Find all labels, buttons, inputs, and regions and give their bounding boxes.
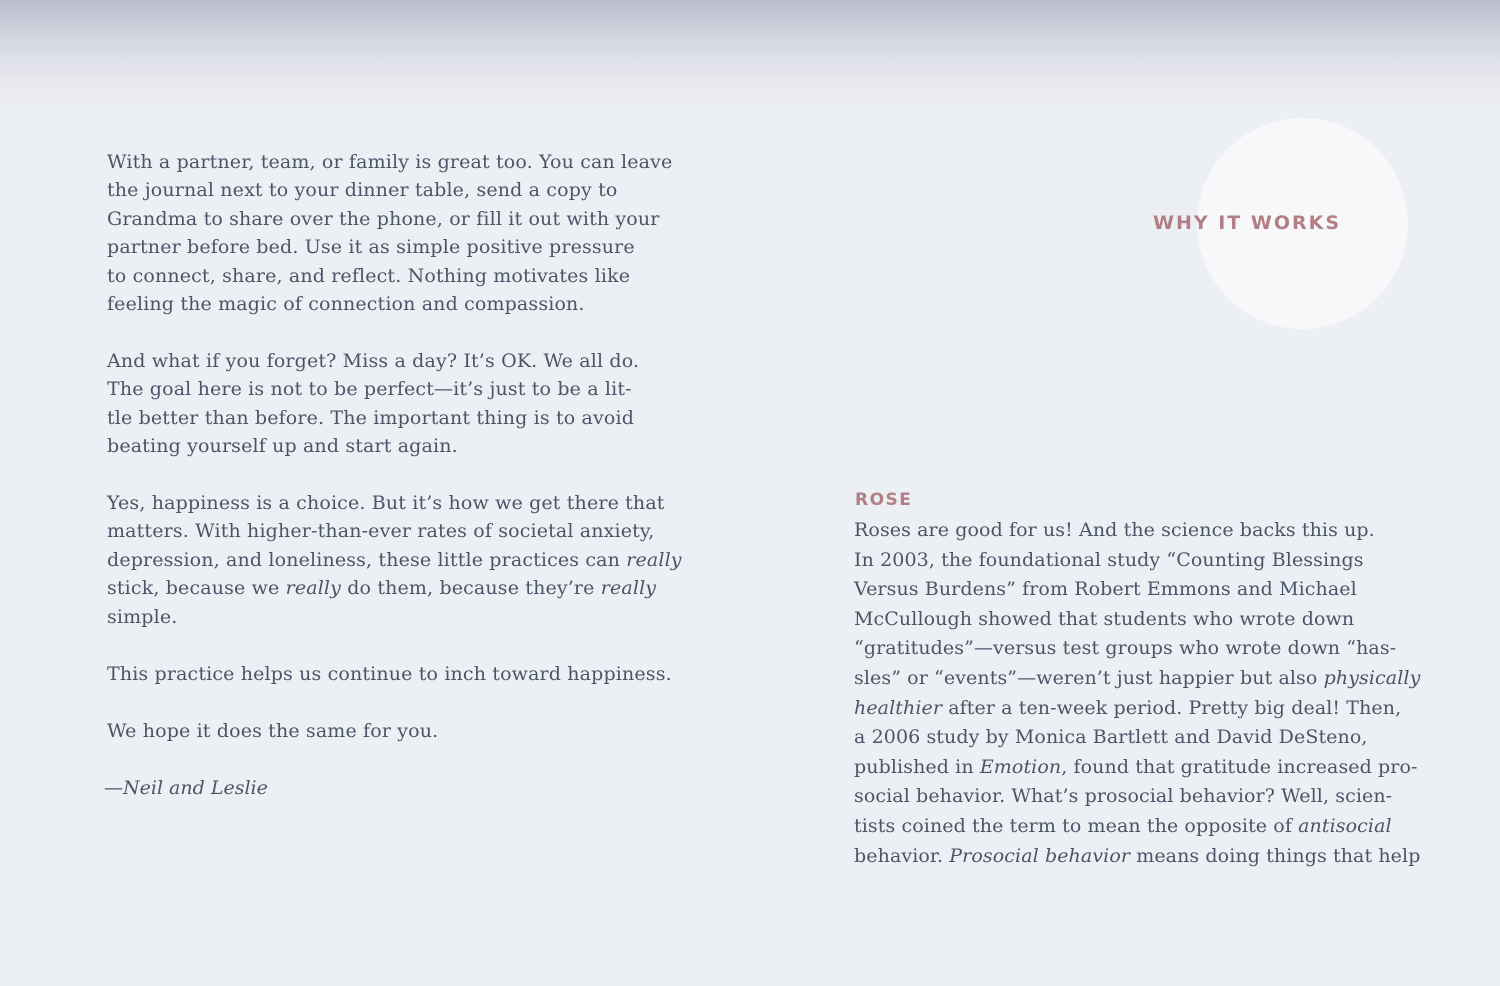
text-line: published in Emotion, found that gratitude increased pro- — [854, 755, 1418, 778]
paragraph-hope — [107, 717, 667, 745]
text-line: behavior. Prosocial behavior means doing things that help — [854, 844, 1421, 867]
text-line: Versus Burdens” from Robert Emmons and Michael — [854, 578, 1357, 601]
text-line: This practice helps us continue to inch toward happiness. — [107, 663, 672, 685]
text-line: a 2006 study by Monica Bartlett and David DeSteno, — [854, 726, 1368, 749]
text-line: In 2003, the foundational study “Counting Blessings — [854, 548, 1364, 571]
text-line: Roses are good for us! And the science backs this up. — [854, 519, 1375, 541]
text-line: depression, and loneliness, these little practices can really — [107, 548, 682, 571]
text-line: the journal next to your dinner table, send a copy to — [107, 179, 618, 202]
right-page — [750, 0, 1500, 986]
text-line: social behavior. What’s prosocial behavior? Well, scien- — [854, 785, 1393, 808]
text-line: feeling the magic of connection and compassion. — [107, 293, 585, 316]
text-line: stick, because we really do them, because they’re really — [107, 577, 657, 600]
text-line: Grandma to share over the phone, or fill it out with your — [107, 207, 660, 230]
paragraph-rose — [854, 516, 1421, 871]
text-line: The goal here is not to be perfect—it’s just to be a lit- — [107, 378, 632, 401]
text-line: to connect, share, and reflect. Nothing motivates like — [107, 264, 631, 287]
text-line: Yes, happiness is a choice. But it’s how we get there that — [107, 492, 665, 514]
text-line: beating yourself up and start again. — [107, 435, 458, 458]
signature: —Neil and Leslie — [104, 777, 268, 799]
text-line: “gratitudes”—versus test groups who wrote down “has- — [854, 637, 1397, 660]
text-line: With a partner, team, or family is great too. You can leave — [107, 151, 673, 173]
text-line: matters. With higher-than-ever rates of societal anxiety, — [107, 520, 655, 543]
subheading-rose: ROSE — [855, 490, 913, 510]
text-line: sles” or “events”—weren’t just happier but also physically — [854, 666, 1421, 689]
paragraph-practice — [107, 660, 672, 688]
paragraph-partner — [107, 148, 673, 318]
text-line: tists coined the term to mean the opposite of antisocial — [854, 814, 1392, 837]
text-line: tle better than before. The important thing is to avoid — [107, 406, 635, 429]
text-line: We hope it does the same for you. — [107, 720, 439, 742]
text-line: healthier after a ten-week period. Pretty big deal! Then, — [854, 696, 1402, 719]
text-line: partner before bed. Use it as simple positive pressure — [107, 236, 635, 259]
paragraph-happiness-choice — [107, 489, 682, 631]
text-line: simple. — [107, 605, 178, 628]
paragraph-forget — [107, 347, 667, 461]
text-line: And what if you forget? Miss a day? It’s OK. We all do. — [107, 350, 640, 372]
section-heading: WHY IT WORKS — [1153, 212, 1342, 234]
text-line: McCullough showed that students who wrote down — [854, 607, 1355, 630]
